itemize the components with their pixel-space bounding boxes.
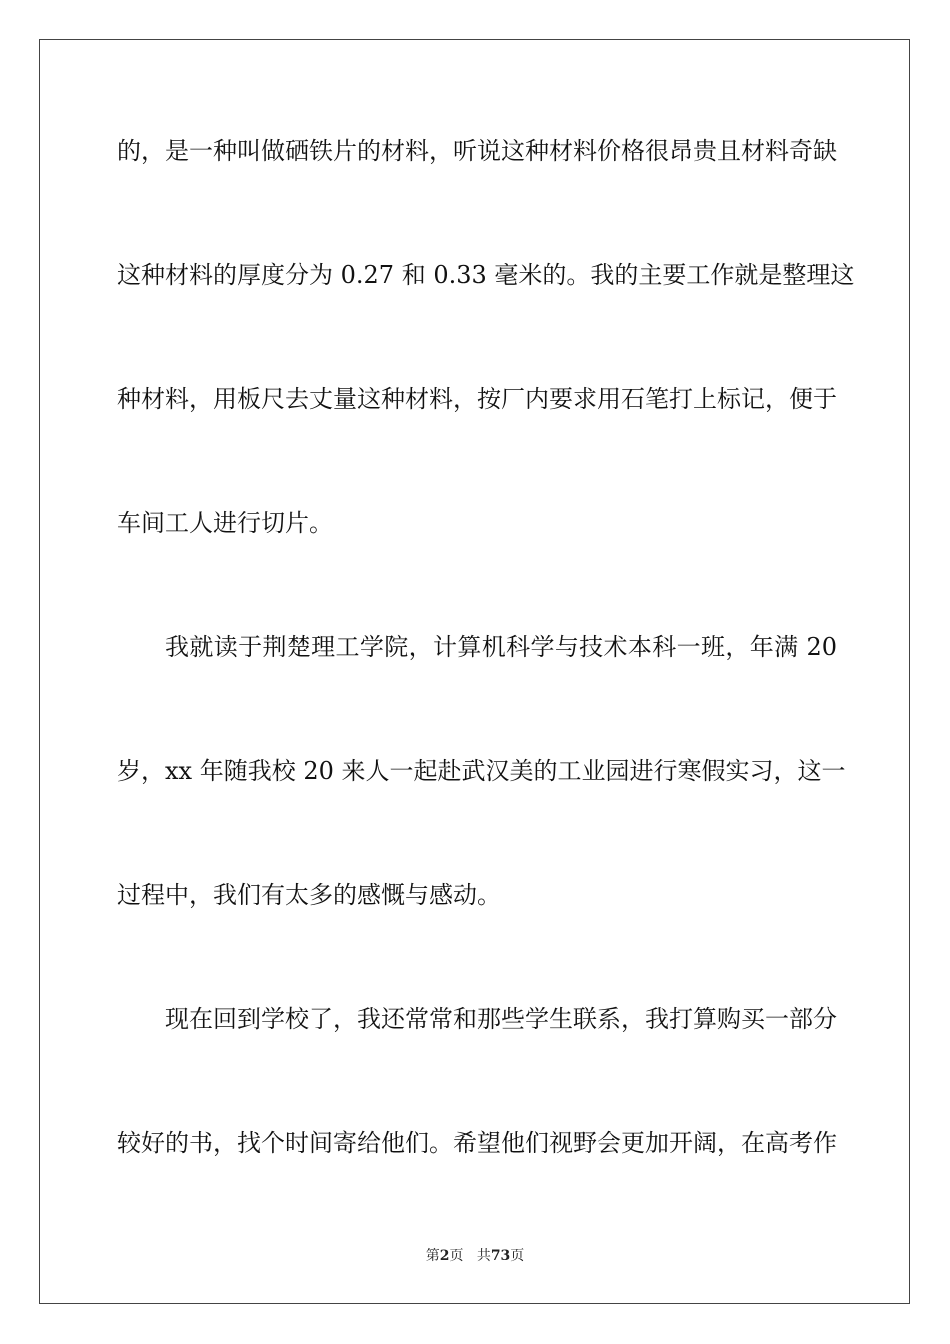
paragraph-line-7: 过程中，我们有太多的感慨与感动。 <box>117 881 501 909</box>
paragraph-line-2: 这种材料的厚度分为 0.27 和 0.33 毫米的。我的主要工作就是整理这 <box>117 261 855 289</box>
footer-page-prefix: 第 <box>425 1248 440 1264</box>
paragraph-line-1: 的，是一种叫做硒铁片的材料，听说这种材料价格很昂贵且材料奇缺 <box>117 137 837 165</box>
paragraph-line-5: 我就读于荆楚理工学院，计算机科学与技术本科一班，年满 20 <box>165 633 837 661</box>
paragraph-line-3: 种材料，用板尺去丈量这种材料，按厂内要求用石笔打上标记，便于 <box>117 385 837 413</box>
paragraph-line-8: 现在回到学校了，我还常常和那些学生联系，我打算购买一部分 <box>165 1005 837 1033</box>
footer-page-number: 2 <box>439 1248 450 1264</box>
footer-total-prefix: 共 <box>476 1248 491 1264</box>
paragraph-line-9: 较好的书，找个时间寄给他们。希望他们视野会更加开阔，在高考作 <box>117 1129 837 1157</box>
footer-page-suffix: 页 <box>449 1248 464 1264</box>
page-border <box>39 39 910 1304</box>
footer-total-suffix: 页 <box>510 1248 525 1264</box>
footer-total-pages: 73 <box>490 1248 511 1264</box>
paragraph-line-6: 岁，xx 年随我校 20 来人一起赴武汉美的工业园进行寒假实习，这一 <box>117 757 846 785</box>
page-footer <box>0 1247 950 1265</box>
paragraph-line-4: 车间工人进行切片。 <box>117 509 333 537</box>
